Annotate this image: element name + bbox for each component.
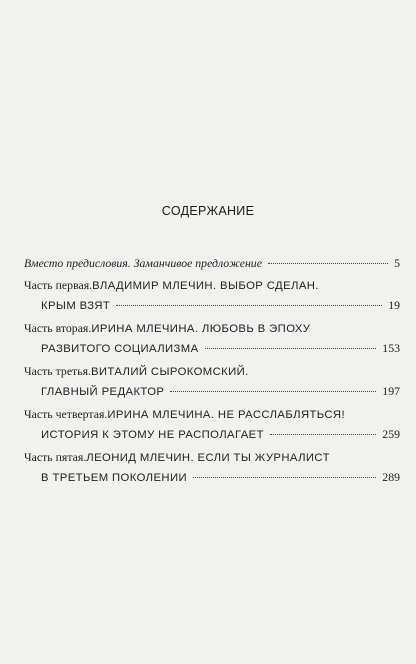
toc-entry-part-2[interactable] bbox=[24, 319, 400, 359]
toc-entry-title: ВИТАЛИЙ СЫРОКОМСКИЙ. bbox=[90, 366, 249, 378]
toc-entry-part-label: Часть пятая. bbox=[24, 450, 87, 464]
toc-entry-part-4[interactable] bbox=[24, 405, 400, 445]
toc-page-number: 19 bbox=[388, 298, 400, 312]
toc-entry-part-1[interactable] bbox=[24, 276, 400, 316]
toc-entry-title-cont: КРЫМ ВЗЯТ bbox=[41, 300, 111, 312]
toc-entry-part-label: Часть первая. bbox=[24, 278, 93, 292]
toc-entry-title: Вместо предисловия. Заманчивое предложение bbox=[24, 256, 262, 270]
toc-entry-part-3[interactable] bbox=[24, 362, 400, 402]
dot-leader bbox=[170, 391, 376, 392]
dot-leader bbox=[268, 263, 388, 264]
toc-page-number: 5 bbox=[394, 256, 400, 270]
toc-entry-title: ВЛАДИМИР МЛЕЧИН. ВЫБОР СДЕЛАН. bbox=[92, 280, 319, 292]
toc-page-number: 197 bbox=[382, 384, 400, 398]
toc-entry-part-label: Часть четвертая. bbox=[24, 407, 108, 421]
toc-entry-part-5[interactable] bbox=[24, 448, 400, 488]
dot-leader bbox=[270, 434, 376, 435]
toc-entry-title-cont: ГЛАВНЫЙ РЕДАКТОР bbox=[41, 386, 165, 398]
toc-entry-title: ИРИНА МЛЕЧИНА. ЛЮБОВЬ В ЭПОХУ bbox=[91, 323, 311, 335]
toc-page-number: 289 bbox=[382, 470, 400, 484]
toc-entry-part-label: Часть вторая. bbox=[24, 321, 92, 335]
toc-entry-title: ЛЕОНИД МЛЕЧИН. ЕСЛИ ТЫ ЖУРНАЛИСТ bbox=[86, 452, 330, 464]
dot-leader bbox=[193, 477, 376, 478]
toc-entry-title-cont: В ТРЕТЬЕМ ПОКОЛЕНИИ bbox=[41, 472, 188, 484]
toc-entry-title: ИРИНА МЛЕЧИНА. НЕ РАССЛАБЛЯТЬСЯ! bbox=[107, 409, 346, 421]
toc-entry-part-label: Часть третья. bbox=[24, 364, 91, 378]
dot-leader bbox=[205, 348, 377, 349]
toc-entry-preface[interactable] bbox=[24, 254, 400, 273]
contents-heading: СОДЕРЖАНИЕ bbox=[161, 204, 255, 218]
toc-page-number: 259 bbox=[382, 427, 400, 441]
toc-entry-title-cont: РАЗВИТОГО СОЦИАЛИЗМА bbox=[41, 343, 199, 355]
toc-entry-title-cont: ИСТОРИЯ К ЭТОМУ НЕ РАСПОЛАГАЕТ bbox=[41, 429, 264, 441]
table-of-contents bbox=[24, 254, 400, 491]
dot-leader bbox=[116, 305, 382, 306]
toc-page-number: 153 bbox=[382, 341, 400, 355]
